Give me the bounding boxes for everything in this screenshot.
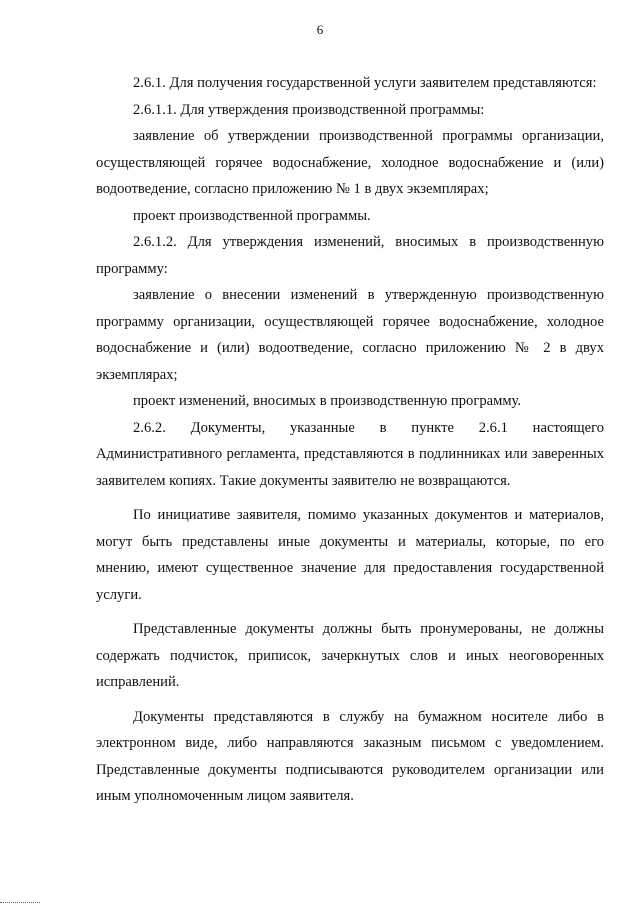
- document-body: [96, 70, 604, 810]
- paragraph-2-6-1-1: 2.6.1.1. Для утверждения производственной программы:: [133, 101, 485, 118]
- paragraph-numbering: Представленные документы должны быть пронумерованы, не должны содержать подчисток, приписок, зачеркнутых слов и иных неоговоренных исправлений.: [96, 621, 604, 690]
- paragraph-2-6-1: 2.6.1. Для получения государственной услуги заявителем представляются:: [133, 75, 597, 91]
- paragraph-2-6-2: 2.6.2. Документы, указанные в пункте 2.6.1 настоящего Административного регламента, представляются в подлинниках или заверенных заявителем копиях. Такие документы заявителю не возвращаются.: [96, 419, 604, 489]
- paragraph-application-changes: заявление о внесении изменений в утвержденную производственную программу организации, осуществляющей горячее водоснабжение, холодное водоснабжение и (или) водоотведение, согласно приложению № 2 в двух экземплярах;: [96, 287, 604, 383]
- paragraph-program-draft: проект производственной программы.: [133, 207, 371, 224]
- page-number: 6: [316, 22, 324, 37]
- paragraph-application-approval: заявление об утверждении производственной программы организации, осуществляющей горячее водоснабжение, холодное водоснабжение и (или) водоотведение, согласно приложению № 1 в двух экземплярах;: [96, 128, 604, 197]
- paragraph-changes-draft: проект изменений, вносимых в производственную программу.: [133, 393, 522, 409]
- paragraph-submission: Документы представляются в службу на бумажном носителе либо в электронном виде, либо направляются заказным письмом с уведомлением. Представленные документы подписываются руководителем организации или иным уполномоченным лицом заявителя.: [96, 708, 604, 804]
- paragraph-2-6-1-2: 2.6.1.2. Для утверждения изменений, вносимых в производственную программу:: [96, 234, 604, 277]
- scan-edge-mark: [0, 902, 40, 903]
- paragraph-initiative: По инициативе заявителя, помимо указанных документов и материалов, могут быть представлены иные документы и материалы, которые, по его мнению, имеют существенное значение для предоставления государственной услуги.: [96, 507, 604, 603]
